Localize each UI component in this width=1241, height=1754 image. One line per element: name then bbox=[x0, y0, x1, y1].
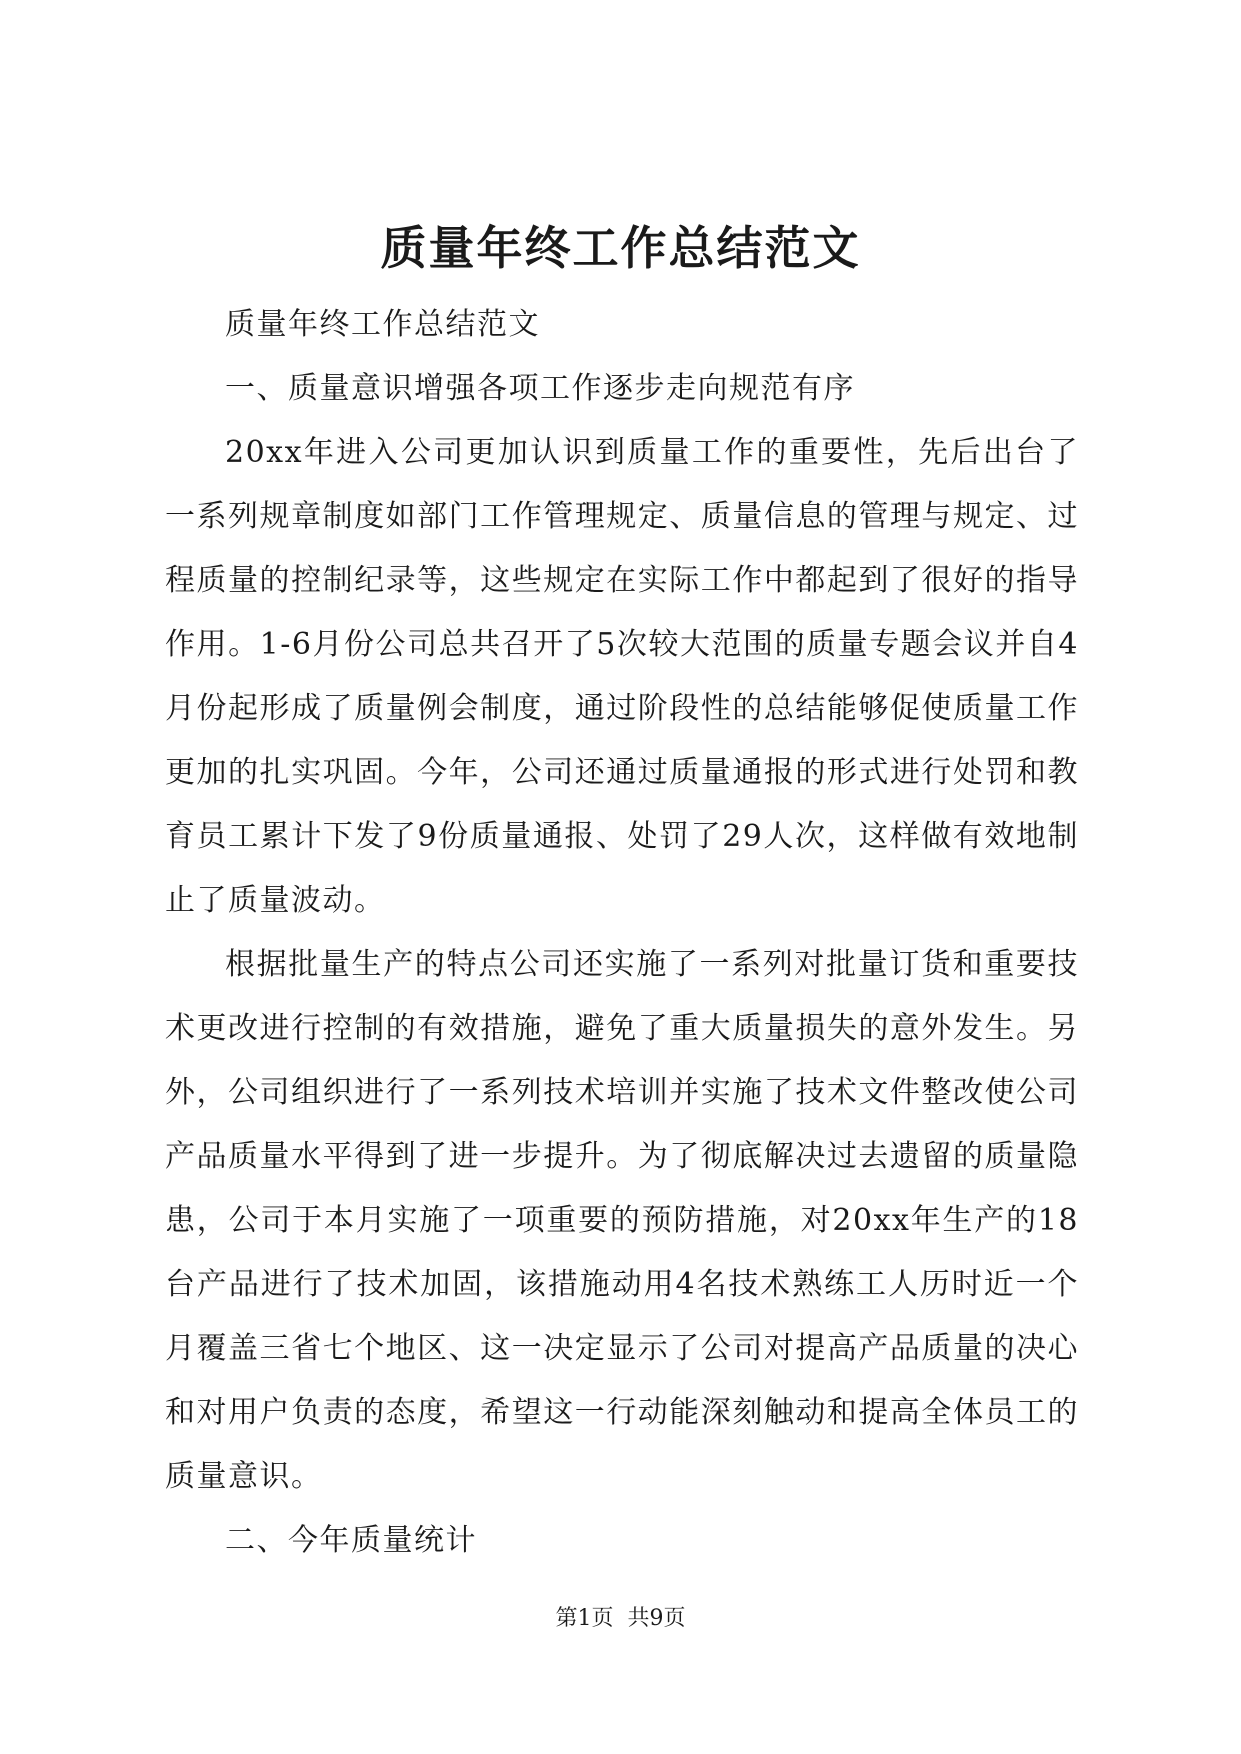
page-footer bbox=[0, 1604, 1241, 1634]
page-total: 共9页 bbox=[627, 1606, 686, 1631]
paragraph-body-2: 根据批量生产的特点公司还实施了一系列对批量订货和重要技术更改进行控制的有效措施，避免了重大质量损失的意外发生。另外，公司组织进行了一系列技术培训并实施了技术文件整改使公司产品质量水平得到了进一步提升。为了彻底解决过去遗留的质量隐患，公司于本月实施了一项重要的预防措施，对20xx年生产的18台产品进行了技术加固，该措施动用4名技术熟练工人历时近一个月覆盖三省七个地区、这一决定显示了公司对提高产品质量的决心和对用户负责的态度，希望这一行动能深刻触动和提高全体员工的质量意识。 bbox=[165, 947, 1079, 1494]
document-title: 质量年终工作总结范文 bbox=[380, 221, 861, 275]
paragraph-body-1: 20xx年进入公司更加认识到质量工作的重要性，先后出台了一系列规章制度如部门工作管理规定、质量信息的管理与规定、过程质量的控制纪录等，这些规定在实际工作中都起到了很好的指导作用。1-6月份公司总共召开了5次较大范围的质量专题会议并自4月份起形成了质量例会制度，通过阶段性的总结能够促使质量工作更加的扎实巩固。今年，公司还通过质量通报的形式进行处罚和教育员工累计下发了9份质量通报、处罚了29人次，这样做有效地制止了质量波动。 bbox=[165, 435, 1079, 918]
document-body bbox=[165, 293, 1079, 1573]
paragraph-subtitle: 质量年终工作总结范文 bbox=[225, 307, 540, 342]
paragraph-heading-2: 二、今年质量统计 bbox=[225, 1523, 477, 1558]
page-number: 第1页 bbox=[555, 1606, 614, 1631]
paragraph-heading-1: 一、质量意识增强各项工作逐步走向规范有序 bbox=[225, 371, 855, 406]
